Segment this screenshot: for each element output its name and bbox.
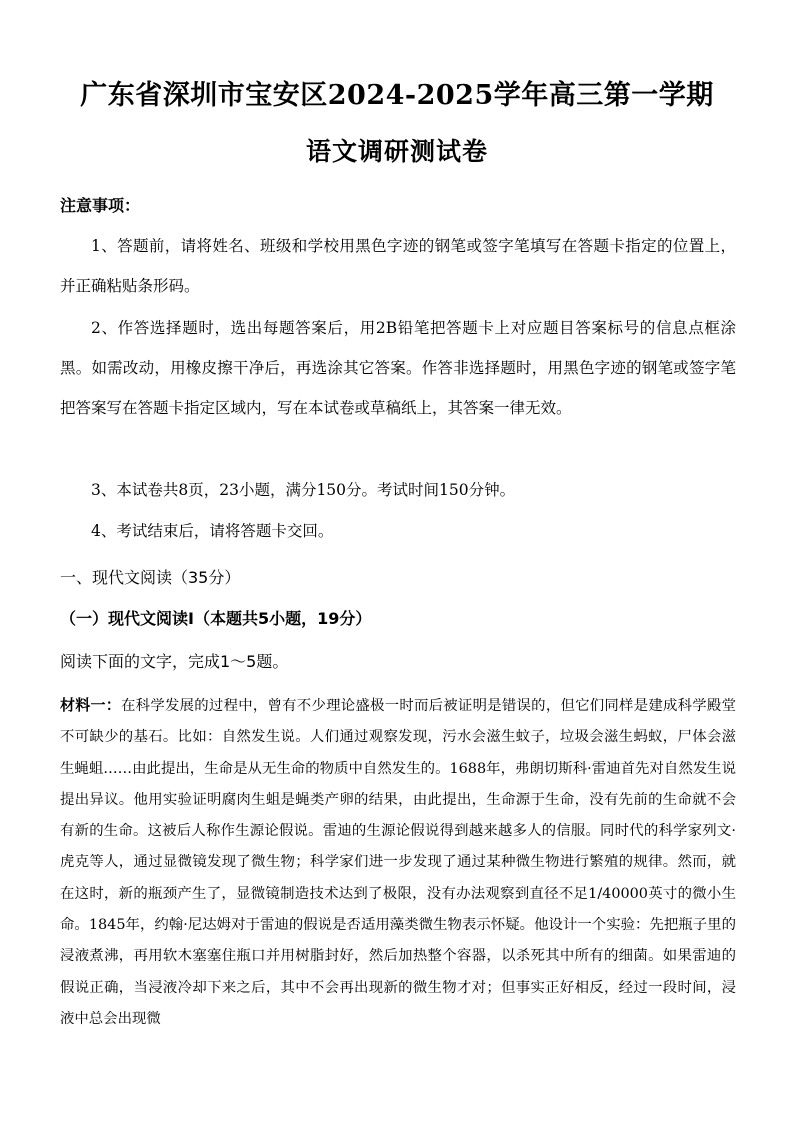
notice-item-4 [60,511,736,551]
notice-item-2 [60,308,736,428]
material-one [60,690,736,1035]
notice-item-text: 1、答题前，请将姓名、班级和学校用黑色字迹的钢笔或签字笔填写在答题卡指定的位置上，并正确粘贴条形码。 [60,237,736,295]
exam-title: 广东省深圳市宝安区2024-2025学年高三第一学期 [80,80,714,111]
notice-item-1 [60,226,736,306]
notice-item-text: 2、作答选择题时，选出每题答案后，用2B铅笔把答题卡上对应题目答案标号的信息点框涂黑。如需改动，用橡皮擦干净后，再选涂其它答案。作答非选择题时，用黑色字迹的钢笔或签字笔把答案写在答题卡指定区域内，写在本试卷或草稿纸上，其答案一律无效。 [60,319,736,417]
notice-item-text: 3、本试卷共8页，23小题，满分150分。考试时间150分钟。 [91,481,516,499]
material-label: 材料一： [60,696,122,714]
notice-heading: 注意事项： [60,196,141,215]
reading-instruction: 阅读下面的文字，完成1～5题。 [60,652,289,671]
sub-heading: （一）现代文阅读Ⅰ（本题共5小题，19分） [60,609,372,628]
section-heading: 一、现代文阅读（35分） [60,568,241,587]
exam-subtitle: 语文调研测试卷 [305,137,488,166]
notice-item-3 [60,470,736,510]
material-text: 在科学发展的过程中，曾有不少理论盛极一时而后被证明是错误的，但它们同样是建成科学殿堂不可缺少的基石。比如：自然发生说。人们通过观察发现，污水会滋生蚊子，垃圾会滋生蚂蚁，尸体会滋生蝇蛆……由此提出，生命是从无生命的物质中自然发生的。1688年，弗朗切斯科·雷迪首先对自然发生说提出异议。他用实验证明腐肉生蛆是蝇类产卵的结果，由此提出，生命源于生命，没有先前的生命就不会有新的生命。这被后人称作生源论假说。雷迪的生源论假说得到越来越多人的信服。同时代的科学家列文·虎克等人，通过显微镜发现了微生物；科学家们进一步发现了通过某种微生物进行繁殖的规律。然而，就在这时，新的瓶颈产生了，显微镜制造技术达到了极限，没有办法观察到直径不足1/40000英寸的微小生命。1845年，约翰·尼达姆对于雷迪的假说是否适用藻类微生物表示怀疑。他设计一个实验：先把瓶子里的浸液煮沸，再用软木塞塞住瓶口并用树脂封好，然后加热整个容器，以杀死其中所有的细菌。如果雷迪的假说正确，当浸液冷却下来之后，其中不会再出现新的微生物才对；但事实正好相反，经过一段时间，浸液中总会出现微 [60,698,736,1027]
notice-item-text: 4、考试结束后，请将答题卡交回。 [91,522,334,540]
